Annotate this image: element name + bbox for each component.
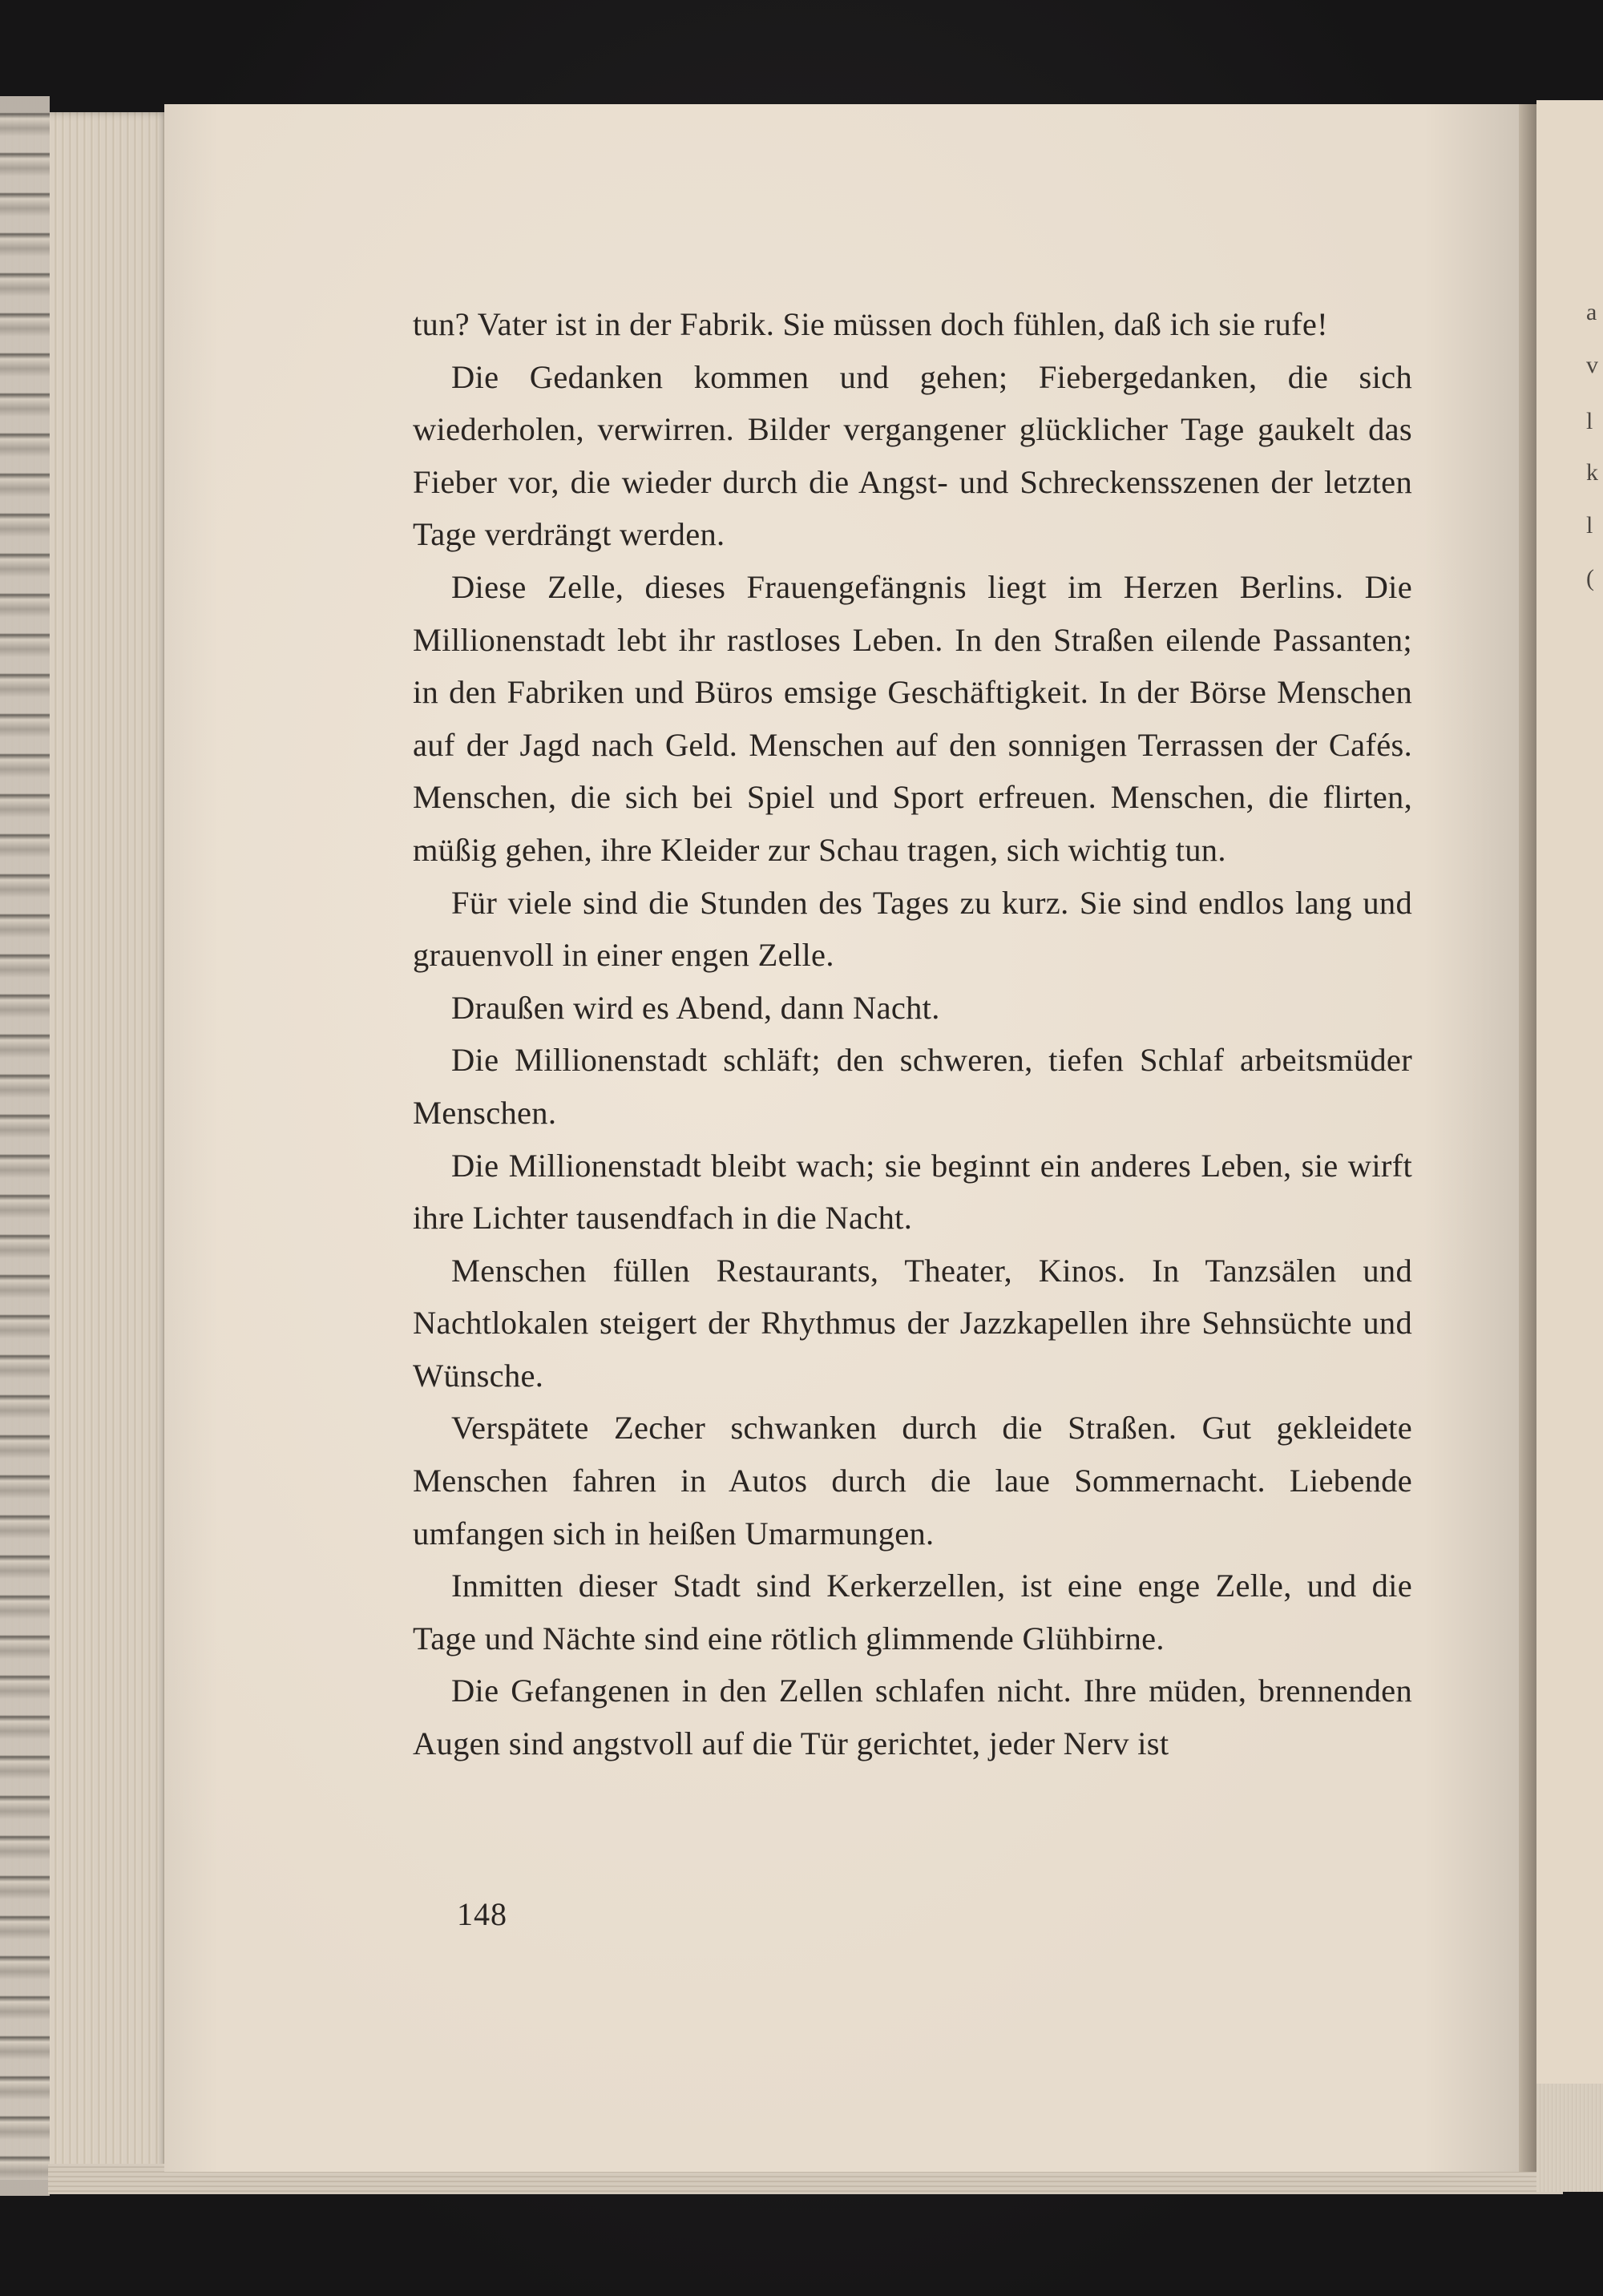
paragraph: Die Gedanken kommen und gehen; Fiebergedanken, die sich wiederholen, verwirren. Bilder vergangener glücklicher Tage gaukelt das Fieber vor, die wieder durch die Angst- und Schreckensszenen der letzten Tage verdrängt werden. bbox=[413, 358, 1412, 553]
paragraph: Diese Zelle, dieses Frauengefängnis liegt im Herzen Berlins. Die Millionenstadt lebt ihr rastloses Leben. In den Straßen eilende Passanten; in den Fabriken und Büros emsige Geschäftigkeit. In der Börse Menschen auf der Jagd nach Geld. Menschen auf den sonnigen Terrassen der Cafés. Menschen, die sich bei Spiel und Sport erfreuen. Menschen, die flirten, müßig gehen, ihre Kleider zur Schau tragen, sich wichtig tun. bbox=[413, 568, 1412, 868]
facing-page-letter: k bbox=[1586, 459, 1598, 486]
paragraph: Inmitten dieser Stadt sind Kerkerzellen, ist eine enge Zelle, und die Tage und Nächte sind eine rötlich glimmende Glühbirne. bbox=[413, 1568, 1412, 1656]
paragraph: Die Millionenstadt bleibt wach; sie beginnt ein anderes Leben, sie wirft ihre Lichter tausendfach in die Nacht. bbox=[413, 1147, 1412, 1237]
paragraph: Die Gefangenen in den Zellen schlafen nicht. Ihre müden, brennenden Augen sind angstvoll auf die Tür gerichtet, jeder Nerv ist bbox=[413, 1673, 1412, 1762]
paragraph: Menschen füllen Restaurants, Theater, Kinos. In Tanzsälen und Nachtlokalen steigert der Rhythmus der Jazzkapellen ihre Sehnsüchte und Wünsche. bbox=[413, 1252, 1412, 1394]
paragraph: Draußen wird es Abend, dann Nacht. bbox=[451, 989, 940, 1026]
book-gutter bbox=[1519, 104, 1536, 2172]
page-stack-right bbox=[1536, 2084, 1603, 2192]
paragraph: Für viele sind die Stunden des Tages zu kurz. Sie sind endlos lang und grauenvoll in einer engen Zelle. bbox=[413, 884, 1412, 974]
facing-page-letter: a bbox=[1586, 299, 1597, 325]
facing-page-letter: l bbox=[1586, 512, 1593, 539]
paragraph: Verspätete Zecher schwanken durch die Straßen. Gut gekleidete Menschen fahren in Autos durch die laue Sommernacht. Liebende umfangen sich in heißen Umarmungen. bbox=[413, 1410, 1412, 1552]
facing-page-letter: l bbox=[1586, 408, 1593, 434]
paragraph: tun? Vater ist in der Fabrik. Sie müssen doch fühlen, daß ich sie rufe! bbox=[413, 306, 1328, 342]
facing-page-letter: ( bbox=[1586, 565, 1594, 591]
body-text bbox=[413, 298, 1412, 1770]
page-number: 148 bbox=[457, 1896, 507, 1932]
facing-page-letter: v bbox=[1586, 352, 1598, 378]
paragraph: Die Millionenstadt schläft; den schweren, tiefen Schlaf arbeitsmüder Menschen. bbox=[413, 1042, 1412, 1131]
facing-page bbox=[1536, 100, 1603, 2192]
book-cover-edge bbox=[0, 96, 50, 2196]
